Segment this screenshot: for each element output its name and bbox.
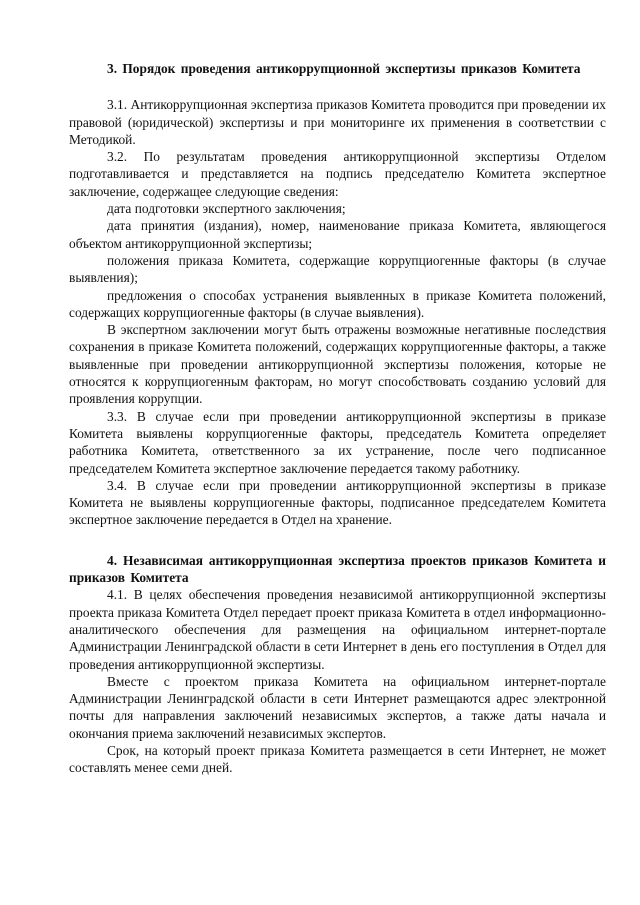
- spacer: [69, 529, 606, 552]
- paragraph-3-1: 3.1. Антикоррупционная экспертиза приказов Комитета проводится при проведении их правовой (юридической) экспертизы и при мониторинге их применения в соответствии с Методикой.: [69, 97, 606, 147]
- spacer: [69, 77, 606, 96]
- list-item-order-details: дата принятия (издания), номер, наименование приказа Комитета, являющегося объектом антикоррупционной экспертизы;: [69, 218, 606, 251]
- paragraph-3-3: 3.3. В случае если при проведении антикоррупционной экспертизы в приказе Комитета выявлены коррупциогенные факторы, председатель Комитета определяет работника Комитета, ответственного за их устранение, после чего подписанное председателем Комитета экспертное заключение передается такому работнику.: [69, 408, 606, 476]
- section-3-heading: 3. Порядок проведения антикоррупционной экспертизы приказов Комитета: [107, 61, 581, 76]
- paragraph-publication-term: Срок, на который проект приказа Комитета размещается в сети Интернет, не может составлять менее семи дней.: [69, 742, 606, 776]
- list-item-corruption-provisions: положения приказа Комитета, содержащие коррупциогенные факторы (в случае выявления);: [69, 252, 606, 286]
- list-item-elimination-proposals: предложения о способах устранения выявленных в приказе Комитета положений, содержащих коррупциогенные факторы (в случае выявления).: [69, 287, 606, 320]
- paragraph-3-4: 3.4. В случае если при проведении антикоррупционной экспертизы в приказе Комитета не выявлены коррупциогенные факторы, подписанное председателем Комитета экспертное заключение передается в Отдел на хранение.: [69, 477, 606, 528]
- list-item-preparation-date: дата подготовки экспертного заключения;: [107, 201, 346, 217]
- paragraph-3-2: 3.2. По результатам проведения антикоррупционной экспертизы Отделом подготавливается и представляется на подпись председателю Комитета экспертное заключение, содержащее следующие сведения:: [69, 149, 606, 199]
- section-4-heading: 4. Независимая антикоррупционная экспертиза проектов приказов Комитета и приказов Комитета: [69, 552, 606, 586]
- paragraph-negative-consequences: В экспертном заключении могут быть отражены возможные негативные последствия сохранения в приказе Комитета положений, содержащих коррупциогенные факторы, а также выявленные при проведении антикоррупционной экспертизы положения, которые не относятся к коррупциогенным факторам, но могут способствовать созданию условий для проявления коррупции.: [69, 322, 606, 407]
- paragraph-4-1: 4.1. В целях обеспечения проведения независимой антикоррупционной экспертизы проекта приказа Комитета Отдел передает проект приказа Комитета в отдел информационно-аналитического обеспечения для размещения на официальном интернет-портале Администрации Ленинградской области в сети Интернет в день его поступления в Отдел для проведения антикоррупционной экспертизы.: [69, 587, 606, 672]
- paragraph-publication-details: Вместе с проектом приказа Комитета на официальном интернет-портале Администрации Ленинградской области в сети Интернет размещаются адрес электронной почты для направления заключений независимых экспертов, а также даты начала и окончания приема заключений независимых экспертов.: [69, 673, 606, 741]
